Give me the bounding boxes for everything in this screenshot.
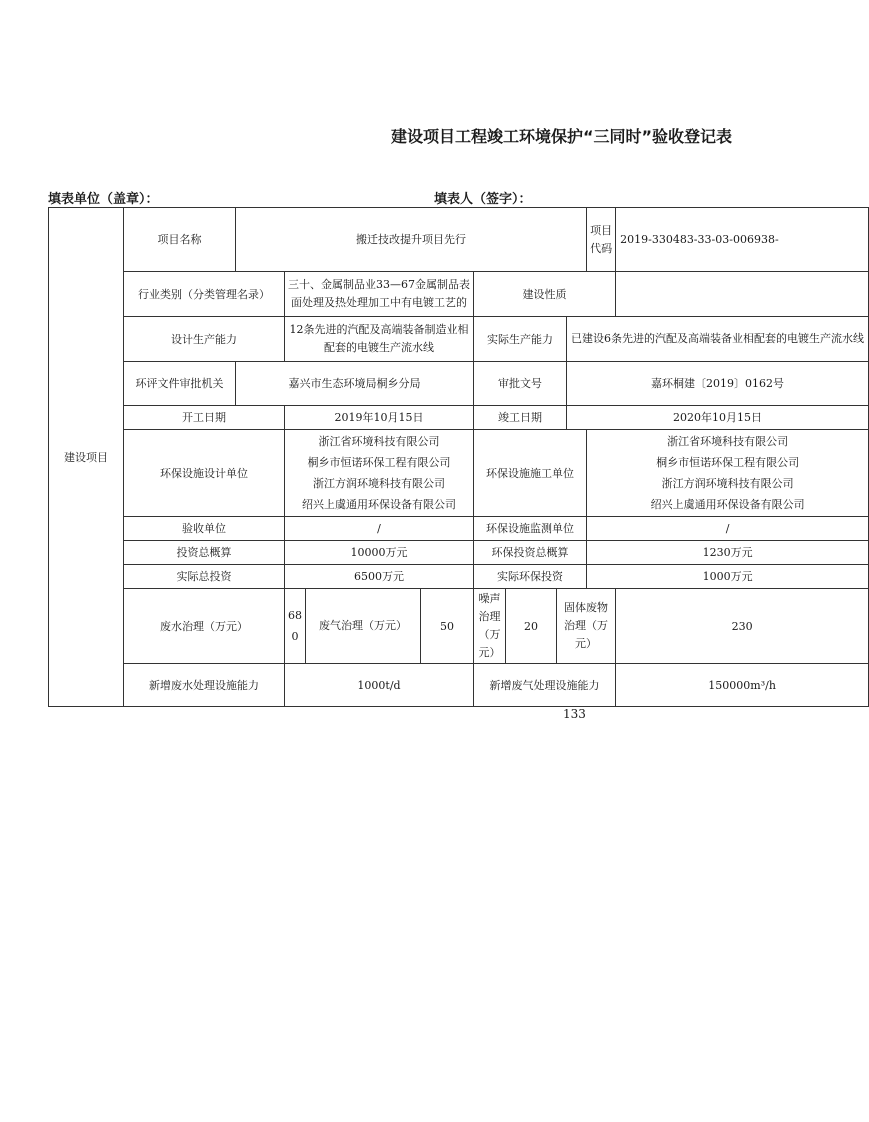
solid-waste-cost-label: 固体废物治理（万元） [557,589,616,664]
project-name-value: 搬迁技改提升项目先行 [236,208,587,272]
wastewater-cost-value: 680 [285,589,306,664]
monitor-unit-label: 环保设施监测单位 [474,517,587,541]
design-unit-item: 桐乡市恒诺环保工程有限公司 [307,456,451,469]
design-unit-item: 绍兴上虞通用环保设备有限公司 [302,498,456,511]
construction-unit-label: 环保设施施工单位 [474,430,587,517]
industry-label: 行业类别（分类管理名录） [124,272,285,317]
design-unit-label: 环保设施设计单位 [124,430,285,517]
env-investment-budget-value: 1230万元 [587,541,869,565]
design-unit-item: 浙江省环境科技有限公司 [318,435,440,448]
monitor-unit-value: / [587,517,869,541]
construction-unit-list [587,430,869,517]
start-date-value: 2019年10月15日 [285,406,474,430]
construction-unit-item: 绍兴上虞通用环保设备有限公司 [650,498,805,511]
wastegas-cost-value: 50 [421,589,474,664]
wastegas-cost-label: 废气治理（万元） [306,589,421,664]
fill-person-label: 填表人（签字）： [434,192,532,207]
start-date-label: 开工日期 [124,406,285,430]
page-title: 建设项目工程竣工环境保护“三同时”验收登记表 [391,127,733,146]
approval-number-value: 嘉环桐建〔2019〕0162号 [567,362,869,406]
registration-table-wrap [48,207,865,692]
end-date-value: 2020年10月15日 [567,406,869,430]
project-name-label: 项目名称 [124,208,236,272]
eia-approver-label: 环评文件审批机关 [124,362,236,406]
design-unit-list [285,430,474,517]
solid-waste-cost-value: 230 [616,589,869,664]
design-capacity-label: 设计生产能力 [124,317,285,362]
construction-nature-value [616,272,869,317]
noise-cost-value: 20 [506,589,557,664]
end-date-label: 竣工日期 [474,406,567,430]
project-code-value: 2019-330483-33-03-006938- [616,208,869,272]
new-wastewater-capacity-label: 新增废水处理设施能力 [124,664,285,707]
new-wastewater-capacity-value: 1000t/d [285,664,474,707]
new-wastegas-capacity-label: 新增废气处理设施能力 [474,664,616,707]
acceptance-unit-label: 验收单位 [124,517,285,541]
construction-unit-item: 桐乡市恒诺环保工程有限公司 [656,456,800,469]
registration-table [48,207,869,707]
construction-nature-label: 建设性质 [474,272,616,317]
construction-unit-item: 浙江省环境科技有限公司 [667,435,789,448]
design-unit-item: 浙江方润环境科技有限公司 [313,477,445,490]
approval-number-label: 审批文号 [474,362,567,406]
eia-approver-value: 嘉兴市生态环境局桐乡分局 [236,362,474,406]
actual-capacity-label: 实际生产能力 [474,317,567,362]
new-wastegas-capacity-value: 150000m³/h [616,664,869,707]
project-code-label: 项目代码 [587,208,616,272]
actual-env-investment-value: 1000万元 [587,565,869,589]
construction-unit-item: 浙江方润环境科技有限公司 [661,477,794,490]
actual-investment-label: 实际总投资 [124,565,285,589]
industry-value: 三十、金属制品业33—67金属制品表面处理及热处理加工中有电镀工艺的 [285,272,474,317]
actual-investment-value: 6500万元 [285,565,474,589]
investment-budget-label: 投资总概算 [124,541,285,565]
acceptance-unit-value: / [285,517,474,541]
investment-budget-value: 10000万元 [285,541,474,565]
actual-env-investment-label: 实际环保投资 [474,565,587,589]
page-number: 133 [563,707,586,721]
design-capacity-value: 12条先进的汽配及高端装备制造业相配套的电镀生产流水线 [285,317,474,362]
env-investment-budget-label: 环保投资总概算 [474,541,587,565]
fill-unit-label: 填表单位（盖章）： [48,192,159,207]
wastewater-cost-label: 废水治理（万元） [124,589,285,664]
actual-capacity-value: 已建设6条先进的汽配及高端装备业相配套的电镀生产流水线 [567,317,869,362]
noise-cost-label: 噪声治理（万元） [474,589,506,664]
section-label: 建设项目 [49,208,124,707]
